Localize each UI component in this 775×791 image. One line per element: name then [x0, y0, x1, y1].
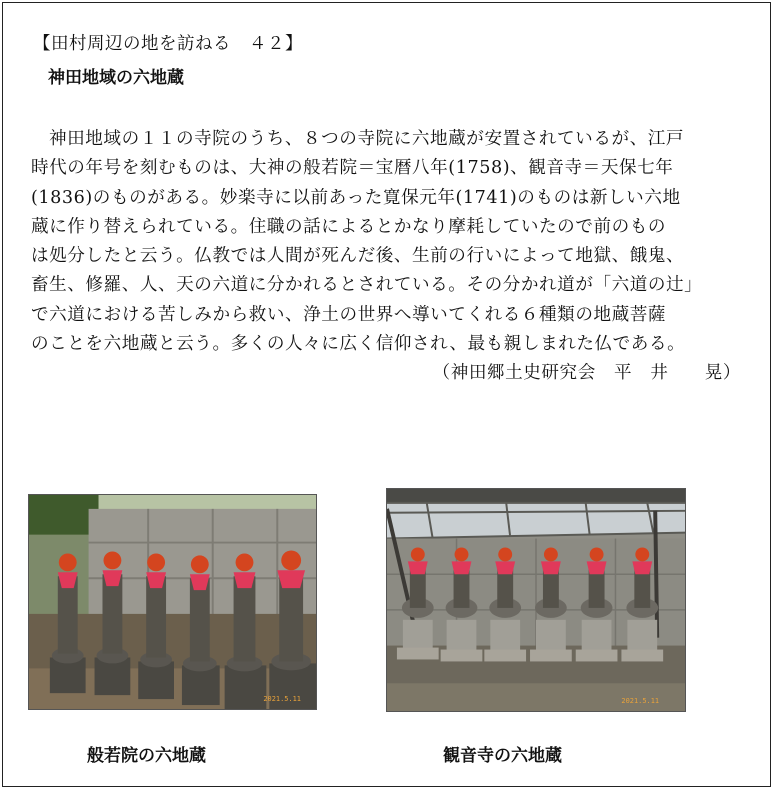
- kannonji-caption: 観音寺の六地蔵: [443, 746, 562, 766]
- kannonji-jizo-image: [387, 489, 685, 711]
- article-body: [31, 125, 743, 389]
- body-line: のことを六地蔵と云う。多くの人々に広く信仰され、最も親しまれた仏である。: [31, 334, 686, 355]
- body-line: 蔵に作り替えられている。住職の話によるとかなり摩耗していたので前のもの: [31, 216, 667, 237]
- photo-date-stamp: 2021.5.11: [263, 695, 302, 704]
- hannyain-caption: 般若院の六地蔵: [87, 746, 206, 766]
- body-line: 畜生、修羅、人、天の六道に分かれるとされている。その分かれ道が「六道の辻」: [31, 275, 703, 296]
- kannonji-jizo-photo: [386, 488, 686, 712]
- author-credit: （神田郷土史研究会 平 井 晃）: [432, 363, 741, 384]
- body-line: 時代の年号を刻むものは、大神の般若院＝宝暦八年(1758)、観音寺＝天保七年: [31, 158, 674, 179]
- body-line: (1836)のものがある。妙楽寺に以前あった寛保元年(1741)のものは新しい六地: [31, 187, 681, 208]
- photo-date-stamp: 2021.5.11: [621, 697, 660, 706]
- body-line: は処分したと云う。仏教では人間が死んだ後、生前の行いによって地獄、餓鬼、: [31, 246, 685, 267]
- hannyain-jizo-image: [29, 495, 316, 709]
- body-line: で六道における苦しみから救い、浄土の世界へ導いてくれる６種類の地蔵菩薩: [31, 304, 667, 325]
- body-line: 神田地域の１１の寺院のうち、８つの寺院に六地蔵が安置されているが、江戸: [49, 129, 685, 149]
- series-heading: 【田村周辺の地を訪ねる ４２】: [33, 34, 303, 54]
- article-title: 神田地域の六地蔵: [48, 68, 184, 88]
- hannyain-jizo-photo: [28, 494, 317, 710]
